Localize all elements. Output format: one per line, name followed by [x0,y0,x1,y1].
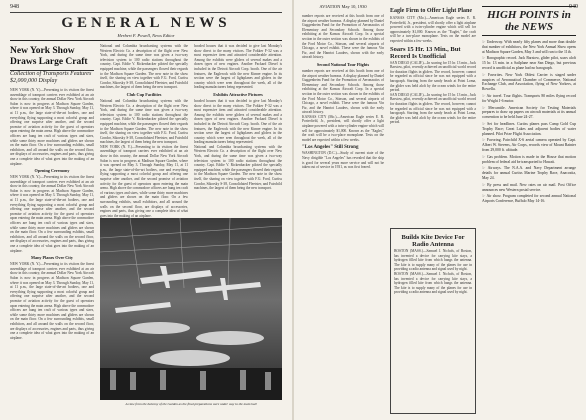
headline-kite: Builds Kite Device For Radio Antenna [401,234,465,248]
high-point-item: ☞ Barographic record. Jack Barstow, glider pilot, soars aloft 15 hr. 13 min. in a Sailplane near San Diego, but previous record is unofficial as plane had no barograph. [482,56,576,70]
article-text-r1b: number reports are received at this booth from one of the airport weather bureaus. A display planned by Daniel Guggenheim Fund for the Promotion of Aeronautics of Elementary and Secondary Schools. Among those exhibiting at the Kansas Aircraft Corp. In a special section in the outer section was shown in the exhibits of the Ford Motor Co., Stinson, and several airports of Chicago, a novel exhibit. These were the famous Vin Fiz, and the Hanriot Lauders, shown with the early aircraft history. [302,68,384,115]
article-text-1: NEW YORK (N. Y.)—Presenting to its visitors the finest assemblage of transport carriers ever exhibited at an air show in this country, the annual Dollar New York Aircraft Salon is now in progress at Madison Square Garden, where it was opened on May 3. Through Sunday, May 11, at 11 p.m., the large state-of-the-art bodiers, one and everything flying supporting a most colorful group and offering one surprise after another, and the second promise of aviation activity for the guest of operators upon entering the main arena. High above the commodore officers are hung ten craft of various types and sizes, while some thirty more machines and gliders are shown on the main floor. On a few surrounding exhibits, small exhibitors, and all around the walls on the second floor, are displays of accessories, engines and parts, thus giving one a complete idea of what goes into the making of an airplane. [10,88,94,166]
article-text-3c: National and Columbia broadcasting systems with the Western Electric Co. a description of the flight over New York, and during the same time was given a two-way television system to 100 radio stations throughout the country. Capt. Eddie V. Rickenbacker piloted the specially equipped machine, while the passengers flowed their regards to the Madison Square Garden. The new note in the show itself, the sharing on view together with F.G. Ford, Curtiss Condor, Sikorsky S-38, Consolidated Fleetster, and Fairchild machines, the largest of them being the new transport. [194,144,282,191]
article-text-r2c: SAN DIEGO (CALIF.)—In soaring for 15 hr. 13 min., Jack Barstow, pilot, recently achieved an unofficial world record for duration flights in gliders. The record, however, cannot be regarded as official since he was not equipped with a barograph. Starting from the sandy beach at Point Loma, the glider was held aloft by the ocean winds for the entire period. [390,92,476,125]
page-number-left: 948 [10,4,19,10]
article-text-r1: number reports are received at this booth from one of the airport weather bureaus. A display planned by Daniel Guggenheim Fund for the Promotion of Aeronautics of Elementary and Secondary Schools. Among those exhibiting at the Kansas Aircraft Corp. In a special section in the outer section was shown in the exhibits of the Ford Motor Co., Stinson, and several airports of Chicago, a novel exhibit. These were the famous Vin Fiz, and the Hanriot Lauders, shown with the early aircraft history. [302,14,384,60]
right-page [294,0,586,420]
masthead-rule-top [10,12,282,13]
article-text-1b: NEW YORK (N. Y.)—Presenting to its visitors the finest assemblage of transport carriers ever exhibited at an air show in this country, the annual Dollar New York Aircraft Salon is now in progress at Madison Square Garden, where it was opened on May 3. Through Sunday, May 11, at 11 p.m., the large state-of-the-art bodiers, one and everything flying supporting a most colorful group and offering one surprise after another, and the second promise of aviation activity for the guest of operators upon entering the main arena. High above the commodore officers are hung ten craft of various types and sizes, while some thirty more machines and gliders are shown on the main floor. On a few surrounding exhibits, small exhibitors, and all around the walls on the second floor, are displays of accessories, engines and parts, thus giving one a complete idea of what goes into the making of an airplane. [10,175,94,253]
left-column-3 [194,44,282,214]
high-point-item: ☞ Set for headlines. Curtiss planes pass Camp Gold Cup Trophy Race; Great Lakes and adjacent bodies of water planned. Pilot Prize Flight Association. [482,121,576,136]
article-text-r2: KANSAS CITY (Mo.)—American Eagle series E. R. Porterfield, Jr., president, will shortly offer a light airplane powered with a twin-cylinder engine which will sell for approximately $1,000. Known as the "Eaglet," the craft will be a two-place monoplane. Tests on the model are expected within a few weeks. [390,16,476,43]
article-text-2c: NEW YORK (N. Y.)—Presenting to its visitors the finest assemblage of transport carriers ever exhibited at an air show in this country, the annual Dollar New York Aircraft Salon is now in progress at Madison Square Garden, where it was opened on May 3. Through Sunday, May 11, at 11 p.m., the large state-of-the-art bodiers, one and everything flying supporting a most colorful group and offering one surprise after another, and the second promise of aviation activity for the guest of operators upon entering the main arena. High above the commodore officers are hung ten craft of various types and sizes, while some thirty more machines and gliders are shown on the main floor. On a few surrounding exhibits, small exhibitors, and all around the walls on the second floor, are displays of accessories, engines and parts, thus giving one a complete idea of what goes into the making of an airplane. [100,144,188,218]
headline-soars: Soars 15 Hr. 13 Min., But Record Is Unofficial [390,45,461,60]
byline: Herbert F. Powell, News Editor [117,33,175,38]
article-text-r2b: SAN DIEGO (CALIF.)—In soaring for 15 hr. 13 min., Jack Barstow, pilot, recently achieved an unofficial world record for duration flights in gliders. The record, however, cannot be regarded as official since he was not equipped with a barograph. Starting from the sandy beach at Point Loma, the glider was held aloft by the ocean winds for the entire period. [390,60,476,93]
article-text-2: National and Columbia broadcasting systems with the Western Electric Co. a description of the flight over New York, and during the same time was given a two-way television system to 100 radio stations throughout the country. Capt. Eddie V. Rickenbacker piloted the specially equipped machine, while the passengers flowed their regards to the Madison Square Garden. The new note in the show itself, the sharing on view together with F.G. Ford, Curtiss Condor, Sikorsky S-38, Consolidated Fleetster, and Fairchild machines, the largest of them being the new transport. [100,44,188,90]
left-page [0,0,292,420]
high-point-item: ☞ Airways. The N.A.A. and Navy Department arrange details for annual Curtiss Marine Trophy Race, Anacostia, May 24. [482,166,576,180]
photo-caption: A view from the balcony of the Garden as the final preparations were under way to the main hall [125,402,257,406]
running-header: AVIATION May 10, 1930 [319,4,367,9]
article-text-3b: hooded houses that it was decided to give last Monday's show direct to the many visitors. The Fokker F-32 was a most expensive item and attracted considerable attention. Among the exhibits were gliders of several makes and a dozen types of new engines. Another Packard Diesel is included in the Detroit Aircraft Corp. booth. One of the air features, the Eaglerock with the new Kinner engine. In its section were the largest of lightplanes and gliders in the country which were seen throughout the week, all of the leading manufacturers being represented. [194,98,282,145]
high-points-header: HIGH POINTS in the NEWS [482,6,576,36]
headline-eagle: Eagle Firm to Offer Light Plane [390,8,473,14]
masthead: GENERAL NEWS [61,15,231,31]
headline-ny-show: New York Show Draws Large Craft [10,46,88,67]
page-number-right: 949 [569,4,578,10]
subhead: Collection of Transports Features $2,000,000 Display [10,71,92,84]
high-point-item: ☞ Underway. With nearly fifty planes and more than double that number of exhibitors, the New York Annual Show opens at Madison Square Garden, May 3 and will run to the 11th. [482,40,576,54]
section-club: Club Cup Facilities [126,91,162,97]
article-text-2b: National and Columbia broadcasting systems with the Western Electric Co. a description of the flight over New York, and during the same time was given a two-way television system to 100 radio stations throughout the country. Capt. Eddie V. Rickenbacker piloted the specially equipped machine, while the passengers flowed their regards to the Madison Square Garden. The new note in the show itself, the sharing on view together with F.G. Ford, Curtiss Condor, Sikorsky S-38, Consolidated Fleetster, and Fairchild machines, the largest of them being the new transport. [100,98,188,145]
high-point-item: ☞ Favoring. Fairchild X-6 aerial camera operated by Capt. Albert W. Stevens, Air Corps, records view of Mount Rainier from 29,000 ft. altitude. [482,138,576,152]
article-text-1c: NEW YORK (N. Y.)—Presenting to its visitors the finest assemblage of transport carriers ever exhibited at an air show in this country, the annual Dollar New York Aircraft Salon is now in progress at Madison Square Garden, where it was opened on May 3. Through Sunday, May 11, at 11 p.m., the large state-of-the-art bodiers, one and everything flying supporting a most colorful group and offering one surprise after another, and the second promise of aviation activity for the guest of operators upon entering the main arena. High above the commodore officers are hung ten craft of various types and sizes, while some thirty more machines and gliders are shown on the main floor. On a few surrounding exhibits, small exhibitors, and all around the walls on the second floor, are displays of accessories, engines and parts, thus giving one a complete idea of what goes into the making of an airplane. [10,262,94,340]
right-column-1 [302,14,384,414]
section-exhibits: Exhibits Attractive Pictures [213,91,263,97]
masthead-rule [10,40,282,41]
article-text-r4b: BOSTON (MASS.)—Samuel J. Nichols, of Boston, has invented a device for carrying kite stays, a hydrogen filled kite from which hangs the antenna. The kite is to supply many of the planes for use in providing a radio antenna and signal used by night. [394,271,472,295]
high-point-item: ☞ Air travel. Tour flights. Transports 80 miles flying record for Wright J-6 motor. [482,93,576,103]
kite-story-box [390,228,476,414]
high-points-column [482,6,576,416]
left-column-1 [10,44,94,410]
high-point-item: ☞ Favorites. New York Oldest Carrier is staged under auspices of Aeronautical Chamber of Commerce, National Exchange Club, and Association, flying of New Yorkers, at Rowella. [482,72,576,92]
high-point-item: ☞ Air show. Program completed for second annual National Airports Conference, Buffalo May 14-16. [482,194,576,204]
left-column-2 [100,44,188,218]
right-column-2 [390,6,476,226]
high-point-item: ☞ Mercantile. American Society for Testing Materials prepares to draw up papers on aircraft materials at its annual convention to be held June 24-27. [482,105,576,120]
section-opening: Opening Ceremony [34,168,70,174]
article-text-r1d: WASHINGTON (D.C.)—Study of current state of the Navy dirigible "Los Angeles" has revealed that the ship is good for several years more service and will not be taken out of service in 1931, as was first feared. [302,151,384,170]
high-points-list [482,40,576,204]
section-second-nat: Second National Tour Flights [316,61,370,67]
section-many-planes: Many Planes Over City [31,255,73,261]
exhibition-hall-photo [100,218,282,400]
article-text-r4: BOSTON (MASS.)—Samuel J. Nichols, of Boston, has invented a device for carrying kite stays, a hydrogen filled kite from which hangs the antenna. The kite is to supply many of the planes for use in providing a radio antenna and signal used by night. [394,249,472,272]
high-point-item: ☞ Gas problem. Motion is made in the House that motion problem of federal aid be transported to Hawaii. [482,154,576,164]
article-text-3: hooded houses that it was decided to give last Monday's show direct to the many visitors. The Fokker F-32 was a most expensive item and attracted considerable attention. Among the exhibits were gliders of several makes and a dozen types of new engines. Another Packard Diesel is included in the Detroit Aircraft Corp. booth. One of the air features, the Eaglerock with the new Kinner engine. In its section were the largest of lightplanes and gliders in the country which were seen throughout the week, all of the leading manufacturers being represented. [194,44,282,90]
high-point-item: ☞ By press and mail. New rates on air mail. Post Office announces new Western postal service. [482,182,576,192]
article-text-r1c: KANSAS CITY (Mo.)—American Eagle series E. R. Porterfield, Jr., president, will shortly offer a light airplane powered with a twin-cylinder engine which will sell for approximately $1,000. Known as the "Eaglet," the craft will be a two-place monoplane. Tests on the model are expected within a few weeks. [302,114,384,142]
headline-los-angeles: "Los Angeles" Still Strong [302,145,359,151]
